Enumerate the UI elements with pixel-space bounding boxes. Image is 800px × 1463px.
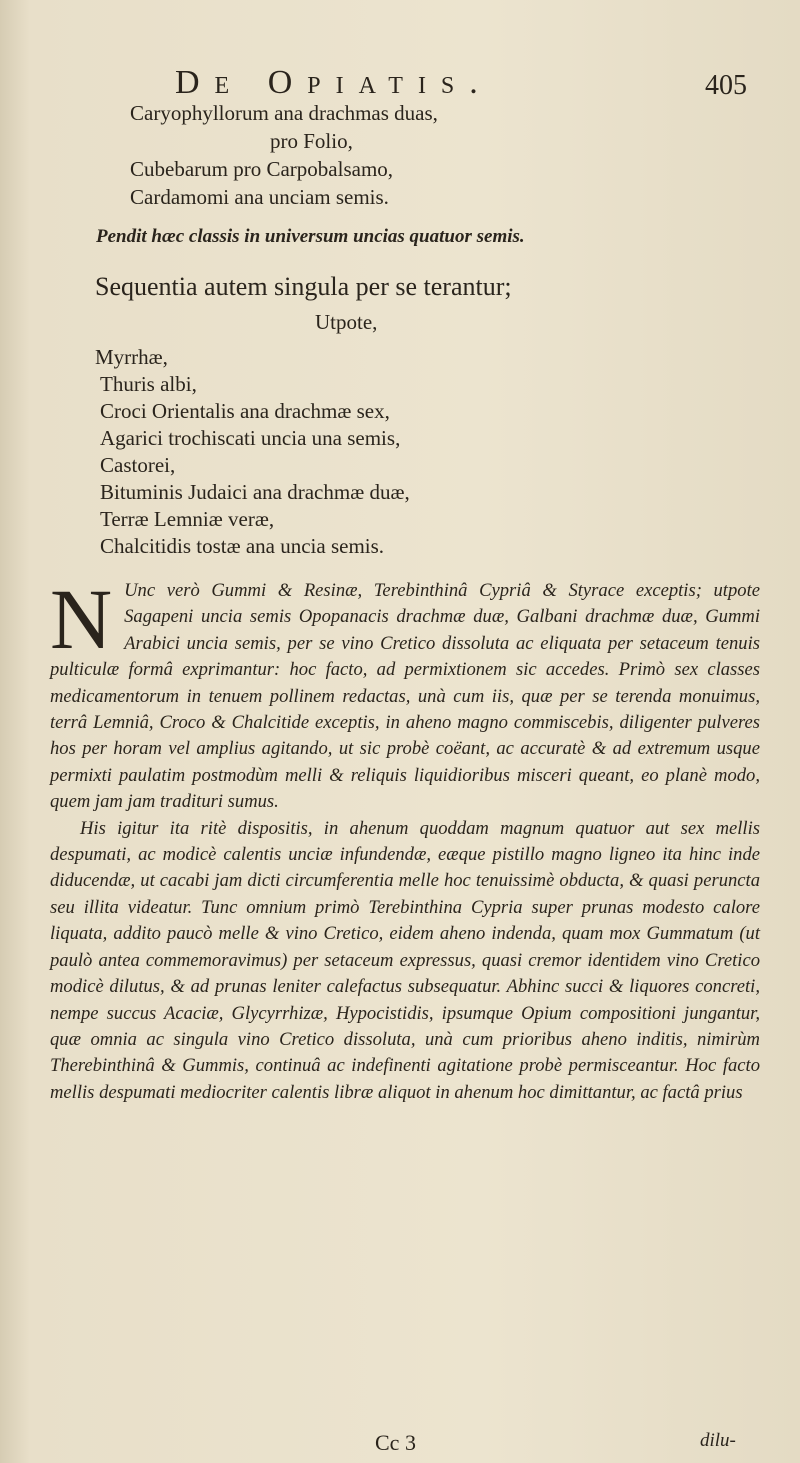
catchword: dilu-: [700, 1430, 736, 1451]
body-text: [50, 571, 760, 1106]
page-header: [0, 64, 800, 104]
page-number: 405: [705, 70, 747, 101]
drop-cap: N: [50, 571, 113, 667]
recipe-line: Caryophyllorum ana drachmas duas,: [130, 101, 438, 125]
ingredient-item: Agarici trochiscati uncia una semis,: [100, 426, 401, 450]
recipe-line: Cardamomi ana unciam semis.: [130, 185, 389, 209]
ingredient-item: Bituminis Judaici ana drachmæ duæ,: [100, 480, 410, 504]
ingredient-item: Terræ Lemniæ veræ,: [100, 507, 275, 531]
paragraph: His igitur ita ritè dispositis, in ahenum quoddam magnum quatuor aut sex mellis despumati, ac modicè calentis unciæ infundendæ, eæque pistillo magno ligneo ita hinc inde diducendæ, ut cacabi jam dicti circumferentia melle hoc tenuissimè obducta, & quasi peruncta seu illita videatur. Tunc omnium primò Terebinthina Cypria super prunas modesto calore liquata, addito paucò melle & vino Cretico, eidem aheno indenda, quam mox Gummatum (ut paulò antea commemoravimus) per setaceum expressus, quasi cremor identidem vino Cretico modicè dilutus, & ad prunas leniter calefactus subsequatur. Abhinc succi & liquores concreti, nempe succus Acaciæ, Glycyrrhizæ, Hypocistidis, ipsumque Opium compositioni jungantur, quæ omnia ac singula vino Cretico dissoluta, unà cum prioribus aheno inditis, nimirùm Therebinthinâ & Gummis, continuâ ac indefinenti agitatione probè permisceantur. Hoc facto mellis despumati mediocriter calentis libræ aliquot in ahenum hoc dimittantur, ac factâ prius: [50, 817, 760, 1103]
signature-mark: Cc 3: [375, 1430, 416, 1455]
ingredient-item: Castorei,: [100, 453, 176, 477]
ingredient-item: Myrrhæ,: [95, 345, 168, 369]
ingredient-item: Croci Orientalis ana drachmæ sex,: [100, 399, 390, 423]
ingredient-item: Thuris albi,: [100, 372, 197, 396]
utpote-label: Utpote,: [315, 310, 378, 334]
page-footer: [0, 1430, 800, 1462]
running-title: De Opiatis.: [175, 64, 493, 101]
sequentia-heading: Sequentia autem singula per se terantur;: [95, 272, 512, 301]
ingredient-item: Chalcitidis tostæ ana uncia semis.: [100, 534, 385, 558]
pendit-line: Pendit hæc classis in universum uncias quatuor semis.: [96, 226, 525, 247]
paragraph: Unc verò Gummi & Resinæ, Terebinthinâ Cypriâ & Styrace exceptis; utpote Sagapeni uncia semis Opopanacis drachmæ duæ, Galbani drachmæ duæ, Gummi Arabici uncia semis, per se vino Cretico dissoluta ac eliquata per setaceum tenuis pulticulæ formâ exprimantur: hoc facto, ad permixtionem sic accedes. Primò sex classes medicamentorum in tenuem pollinem redactas, unà cum iis, quæ per se terenda monuimus, terrâ Lemniâ, Croco & Chalcitide exceptis, in aheno magno commiscebis, diligenter pulveres hos per horam vel amplius agitando, ut sic probè coëant, ac accuratè & ad extremum usque permixti paulatim postmodùm melli & reliquis liquidioribus misceri queant, eo planè modo, quem jam jam tradituri sumus.: [50, 580, 760, 813]
recipe-line: pro Folio,: [270, 129, 353, 153]
recipe-line: Cubebarum pro Carpobalsamo,: [130, 157, 394, 181]
